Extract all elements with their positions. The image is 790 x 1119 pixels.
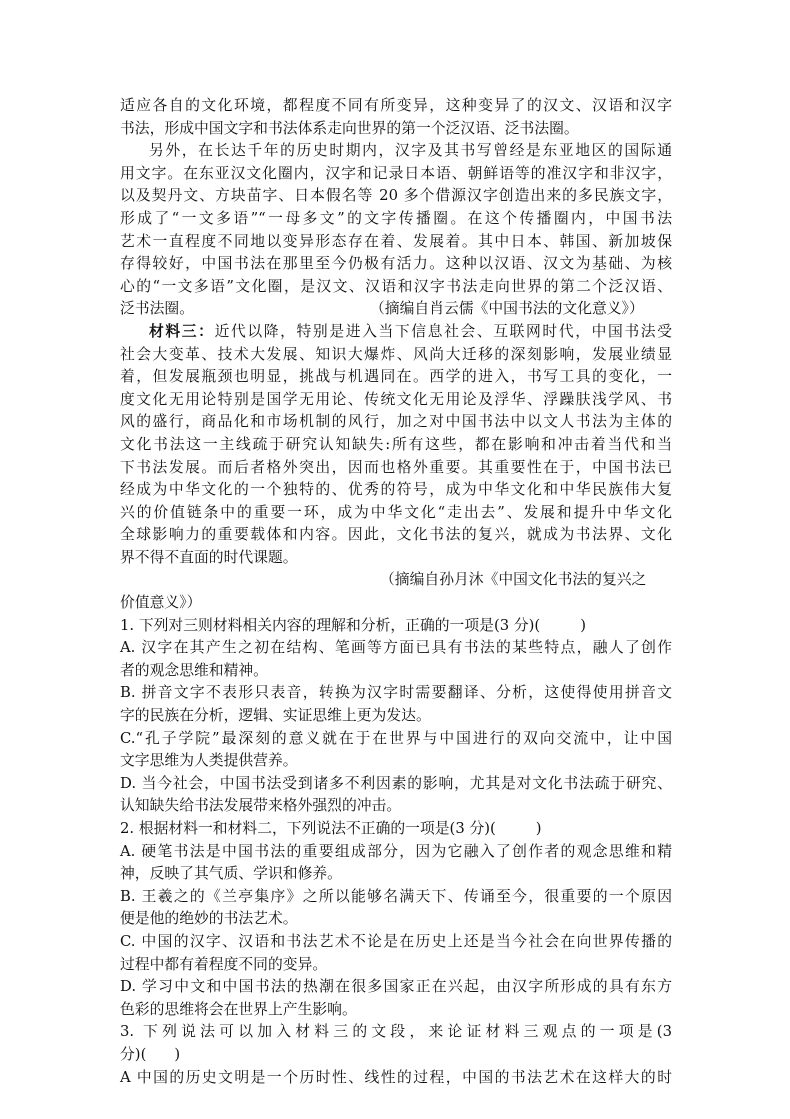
question-text: 2. 根据材料一和材料二，下列说法不正确的一项是(3 分)( [120,820,496,837]
option-b-cont: 字的民族在分析，逻辑、实证思维上更为发达。 [120,707,431,725]
option-b: B. 王羲之的《兰亭集序》之所以能够名满天下、传诵至今，很重要的一个原因 [120,887,672,905]
question-3: 3. 下列说法可以加入材料三的文段，来论证材料三观点的一项是(3 [120,1023,672,1041]
option-d: D. 当今社会，中国书法受到诸多不利因素的影响，尤其是对文化书法疏于研究、 [120,774,672,792]
text-line: 艺术一直程度不同地以变异形态存在着、发展着。其中日本、韩国、新加坡保 [120,232,672,250]
text-line: 适应各自的文化环境，都程度不同有所变异，这种变异了的汉文、汉语和汉字 [120,97,672,114]
text-line [120,298,672,321]
text-line: 经成为中华文化的一个独特的、优秀的符号，成为中华文化和中华民族伟大复 [120,481,672,499]
question-3-cont [120,1044,672,1067]
option-c: C. 中国的汉字、汉语和书法艺术不论是在历史上还是当今社会在向世界传播的 [120,932,672,950]
option-d-cont: 色彩的思维将会在世界上产生影响。 [120,1000,357,1018]
question-2 [120,818,672,841]
source-citation: （摘编自孙月沐《中国文化书法的复兴之 [380,571,647,589]
option-d-cont: 认知缺失给书法发展带来格外强烈的冲击。 [120,797,402,815]
text-fragment: 泛书法圈。 [120,300,194,318]
text-line: 形成了“一文多语”“一母多文”的文字传播圈。在这个传播圈内，中国书法 [120,209,672,227]
question-text: 1. 下列对三则材料相关内容的理解和分析，正确的一项是(3 分)( [120,616,541,634]
option-a-cont: 神，反映了其气质、学识和修养。 [120,865,342,883]
option-b-cont: 便是他的绝妙的书法艺术。 [120,910,298,928]
text-line: 度文化无用论特别是国学无用论、传统文化无用论及浮华、浮躁肤浅学风、书 [120,390,672,408]
text-line: 全球影响力的重要载体和内容。因此，文化书法的复兴，就成为书法界、文化 [120,526,672,544]
text-fragment: 近代以降，特别是进入当下信息社会、互联网时代，中国书法受 [214,322,672,340]
option-c: C.“孔子学院”最深刻的意义就在于在世界与中国进行的双向交流中，让中国 [120,729,672,747]
option-b: B. 拼音文字不表形只表音，转换为汉字时需要翻译、分析，这使得使用拼音文 [120,684,672,702]
text-line: 下书法发展。而后者格外突出，因而也格外重要。其重要性在于，中国书法已 [120,458,672,476]
option-c-cont: 过程中都有着程度不同的变异。 [120,955,328,973]
option-a: A. 汉字在其产生之初在结构、笔画等方面已具有书法的某些特点，融人了创作 [120,639,672,657]
option-a: A 中国的历史文明是一个历时性、线性的过程，中国的书法艺术在这样大的时 [120,1068,672,1086]
option-d: D. 学习中文和中国书法的热潮在很多国家正在兴起，由汉字所形成的具有东方 [120,978,672,996]
text-line: 另外，在长达千年的历史时期内，汉字及其书写曾经是东亚地区的国际通 [149,142,672,160]
text-line: 书法，形成中国文字和书法体系走向世界的第一个泛汉语、泛书法圈。 [120,119,579,137]
text-line: 着，但发展瓶颈也明显，挑战与机遇同在。西学的进入，书写工具的变化，一 [120,368,672,386]
question-paren: ) [580,616,586,634]
text-line: 价值意义》） [120,594,202,612]
text-line: 存得较好，中国书法在那里至今仍极有活力。这种以汉语、汉文为基础、为核 [120,255,672,273]
text-line: 风的盛行，商品化和市场机制的风行，加之对中国书法中以文人书法为主体的 [120,413,672,431]
option-a-cont: 者的观念思维和精神。 [120,661,268,679]
document-page [120,95,672,1089]
question-text: 分)( [120,1045,147,1063]
question-paren: ) [174,1045,181,1063]
question-1 [120,615,672,638]
text-line: 文化书法这一主线疏于研究认知缺失:所有这些，都在影响和冲击着当代和当 [120,435,672,453]
text-line: 心的“一文多语”文化圈，是汉文、汉语和汉字书法走向世界的第二个泛汉语、 [120,277,672,295]
text-line: 以及契丹文、方块苗字、日本假名等 20 多个借源汉字创造出来的多民族文字， [120,187,672,205]
text-line [120,321,672,344]
option-a: A. 硬笔书法是中国书法的重要组成部分，因为它融入了创作者的观念思维和精 [120,842,672,860]
option-c-cont: 文字思维为人类提供营养。 [120,752,298,770]
text-line: 社会大变革、技术大发展、知识大爆炸、风尚大迁移的深刻影响，发展业绩显 [120,345,672,363]
text-line: 兴的价值链条中的重要一环，成为中华文化“走出去”、发展和提升中华文化 [120,503,672,521]
text-line: 用文字。在东亚汉文化圈内，汉字和记录日本语、朝鲜语等的准汉字和非汉字， [120,164,672,182]
text-line: 界不得不直面的时代课题。 [120,548,298,566]
section-label: 材料三： [149,322,215,340]
question-paren: ) [535,820,542,837]
source-citation: （摘编自肖云儒《中国书法的文化意义》） [370,300,644,318]
